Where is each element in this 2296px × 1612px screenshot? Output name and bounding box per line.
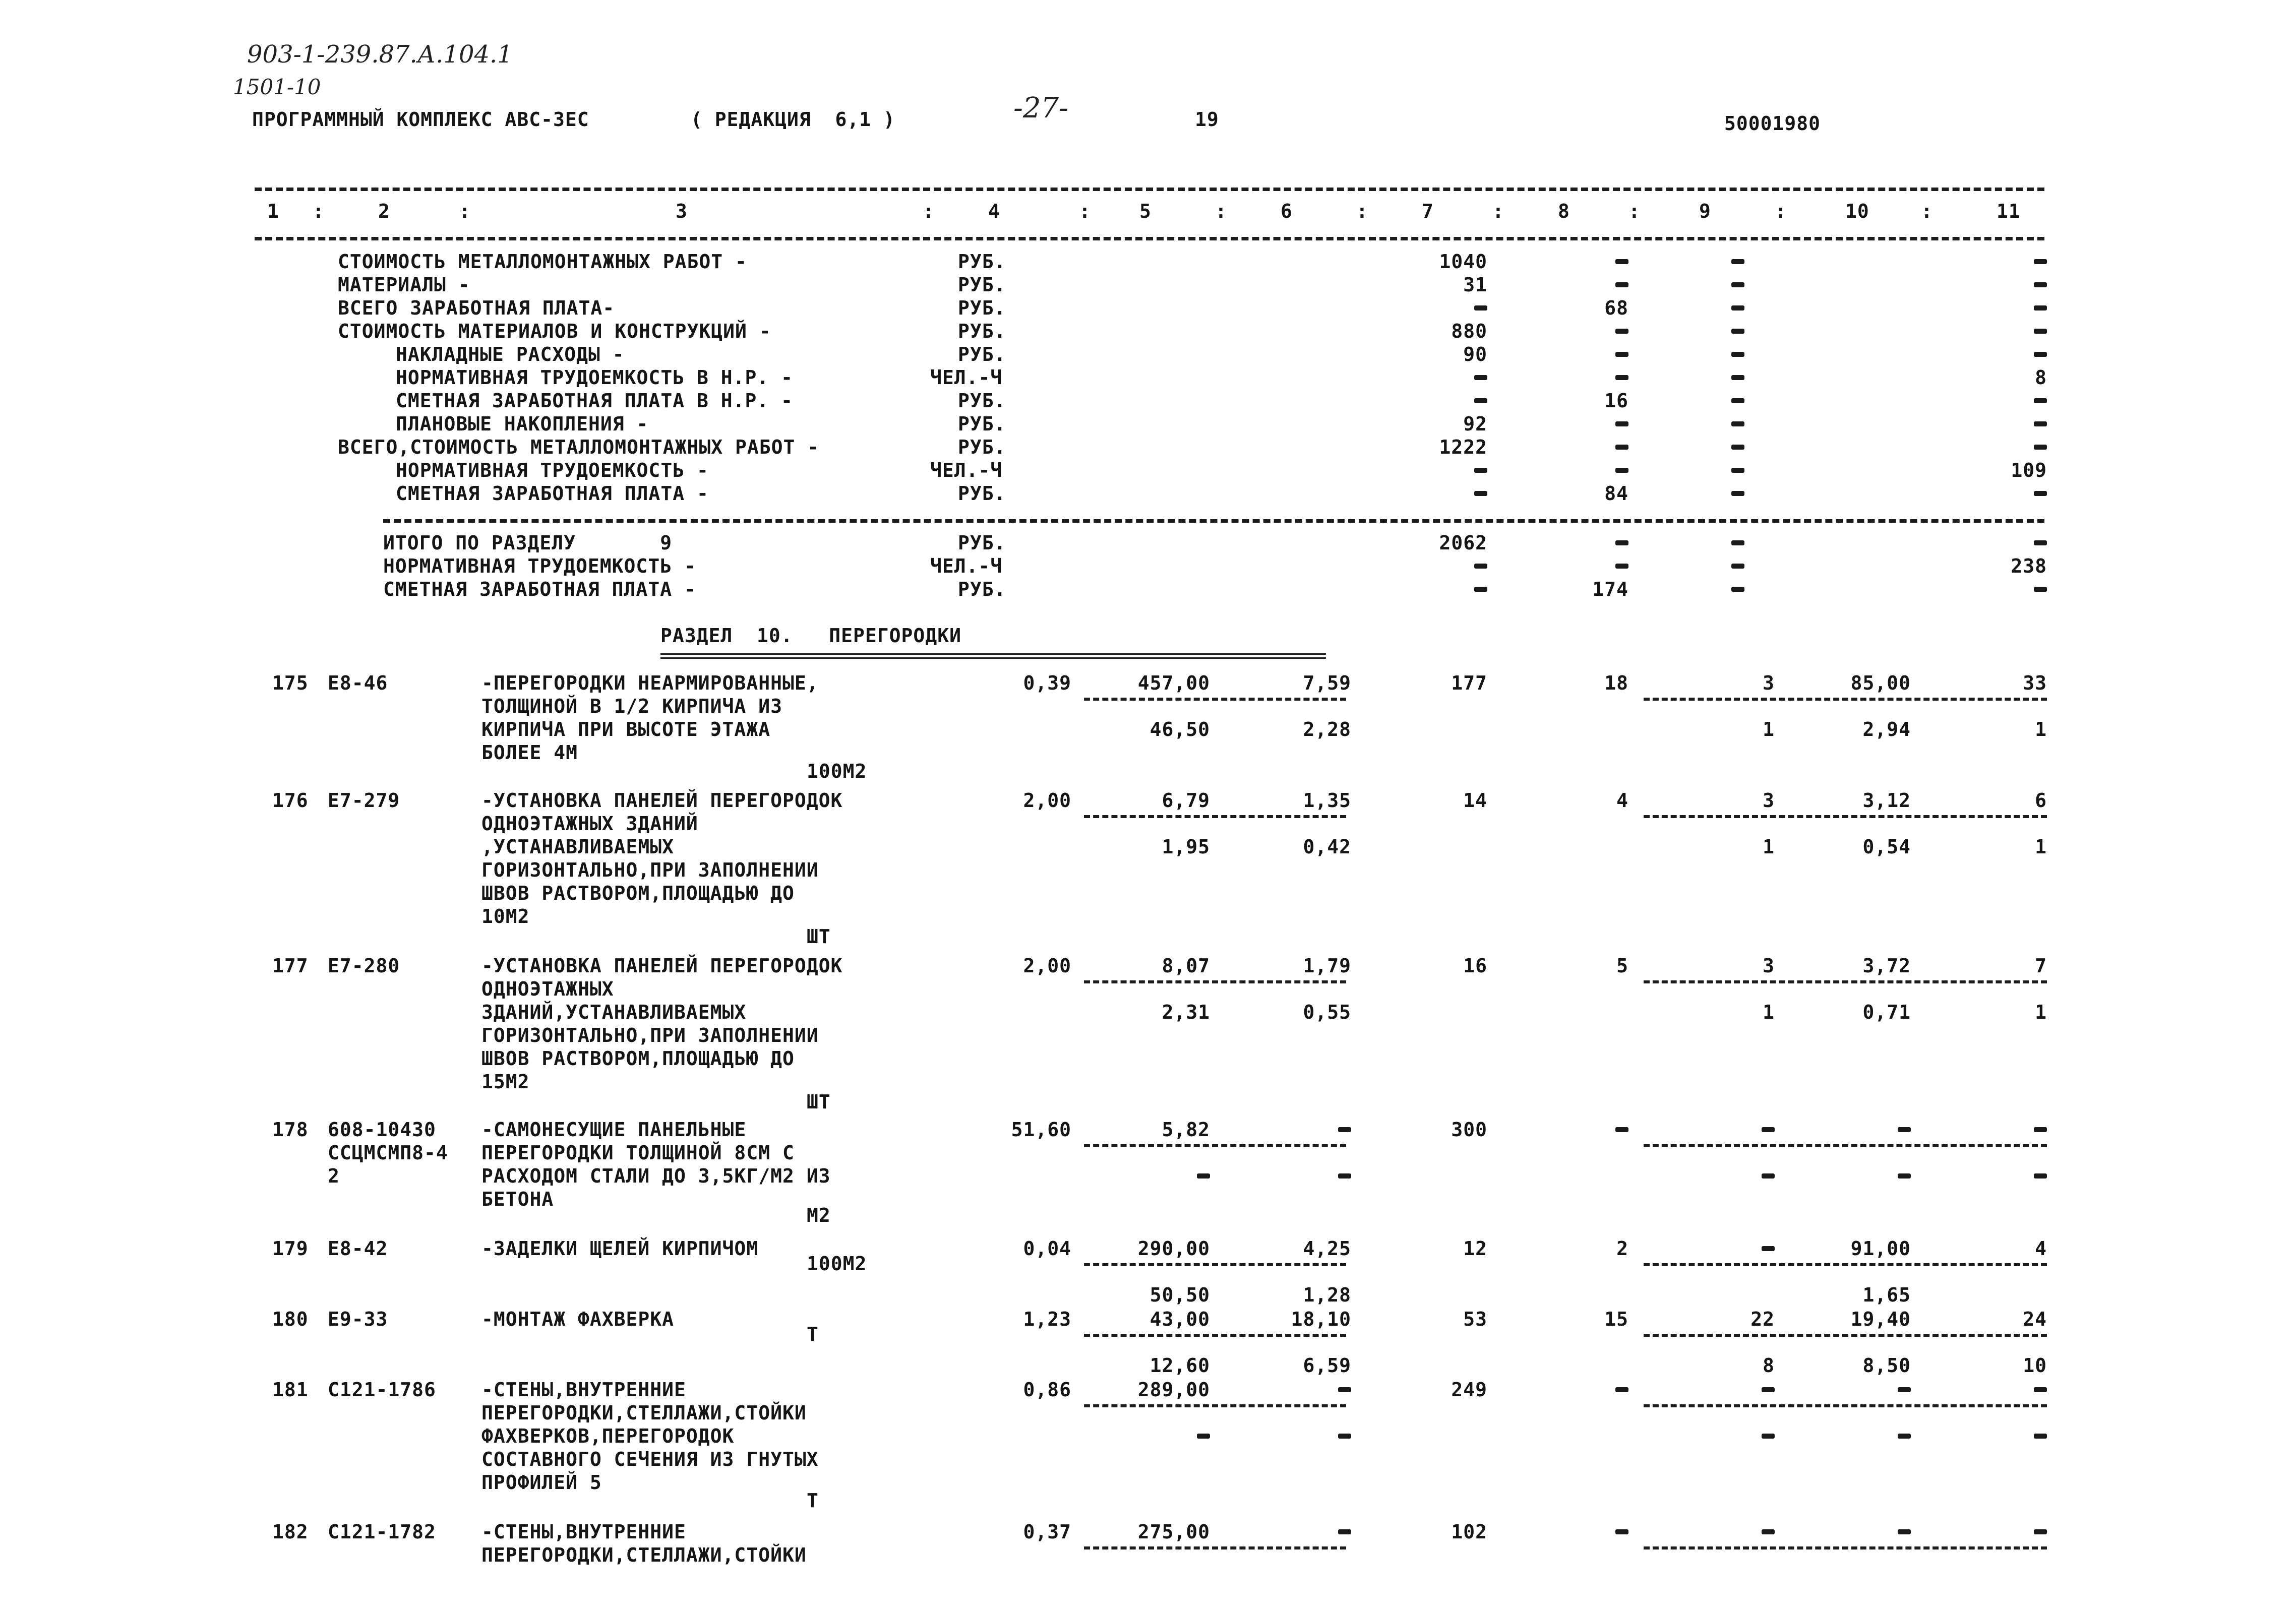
column-separator: : — [923, 200, 935, 222]
entry-col10 — [1898, 1529, 1911, 1534]
entry-rule-9-11 — [1644, 980, 2047, 983]
total-col11: 238 — [2011, 555, 2047, 577]
entry-number: 175 — [272, 672, 309, 694]
summary-col11 — [2034, 305, 2047, 311]
total-col9 — [1731, 587, 1744, 592]
summary-col9 — [1731, 375, 1744, 380]
column-separator: : — [1079, 200, 1091, 222]
summary-col11 — [2034, 491, 2047, 496]
entry-col11 — [2034, 1387, 2047, 1392]
entry-col11: 33 — [2023, 672, 2047, 694]
top-rule — [255, 188, 2044, 191]
summary-col8 — [1615, 282, 1628, 287]
summary-col9 — [1731, 352, 1744, 357]
summary-label: МАТЕРИАЛЫ - — [338, 274, 470, 296]
entry-col5-second: 2,31 — [1162, 1001, 1210, 1023]
entry-col9 — [1762, 1246, 1775, 1251]
entry-col4: 0,39 — [1023, 672, 1071, 694]
summary-col7 — [1474, 398, 1487, 403]
entry-unit: 100М2 — [807, 1253, 867, 1275]
entry-col9-second: 1 — [1763, 836, 1775, 858]
total-unit: ЧЕЛ.-Ч — [930, 555, 1003, 577]
summary-label: СМЕТНАЯ ЗАРАБОТНАЯ ПЛАТА - — [396, 482, 709, 505]
entry-col6-second — [1338, 1173, 1351, 1179]
summary-col7: 1222 — [1439, 436, 1487, 458]
total-col11 — [2034, 587, 2047, 592]
summary-col7: 92 — [1463, 413, 1487, 435]
page-number: -27- — [1013, 92, 1069, 125]
entry-col5: 290,00 — [1137, 1237, 1210, 1260]
entry-description: -СТЕНЫ,ВНУТРЕННИЕ ПЕРЕГОРОДКИ,СТЕЛЛАЖИ,СТОЙКИ ФАХВЕРКОВ,ПЕРЕГОРОДОК СОСТАВНОГО СЕЧЕНИЯ ИЗ ГНУТЫХ ПРОФИЛЕЙ 5 — [481, 1379, 819, 1494]
entry-col6: 1,79 — [1303, 955, 1351, 977]
entry-col6-second — [1338, 1434, 1351, 1439]
summary-unit: РУБ. — [958, 274, 1006, 296]
entry-col10: 85,00 — [1850, 672, 1911, 694]
entry-col7: 102 — [1451, 1521, 1487, 1543]
entry-rule-5-6 — [1084, 1263, 1346, 1266]
entry-number: 180 — [272, 1308, 309, 1330]
entry-col8 — [1615, 1529, 1628, 1534]
entry-col5-second — [1197, 1173, 1210, 1179]
entry-number: 181 — [272, 1379, 309, 1401]
entry-col6-second: 0,42 — [1303, 836, 1351, 858]
summary-col11: 8 — [2035, 366, 2047, 389]
entry-col5: 8,07 — [1162, 955, 1210, 977]
column-number: 10 — [1845, 200, 1869, 222]
entry-col10-second: 8,50 — [1862, 1354, 1911, 1377]
summary-col9 — [1731, 468, 1744, 473]
entry-col10 — [1898, 1387, 1911, 1392]
header-rule — [255, 237, 2044, 240]
entry-col9 — [1762, 1529, 1775, 1534]
entry-col5: 275,00 — [1137, 1521, 1210, 1543]
entry-col7: 16 — [1463, 955, 1487, 977]
entry-col6-second: 6,59 — [1303, 1354, 1351, 1377]
entry-col10: 91,00 — [1850, 1237, 1911, 1260]
summary-col11 — [2034, 352, 2047, 357]
entry-col6-second: 2,28 — [1303, 718, 1351, 740]
entry-col10: 3,72 — [1862, 955, 1911, 977]
summary-col9 — [1731, 329, 1744, 334]
column-number: 8 — [1558, 200, 1570, 222]
entry-col6: 18,10 — [1291, 1308, 1351, 1330]
entry-col8: 18 — [1604, 672, 1628, 694]
entry-rule-5-6 — [1084, 1334, 1346, 1337]
entry-description: -СТЕНЫ,ВНУТРЕННИЕ ПЕРЕГОРОДКИ,СТЕЛЛАЖИ,СТОЙКИ — [481, 1521, 807, 1566]
entry-unit: 100М2 — [807, 760, 867, 782]
column-separator: : — [1628, 200, 1641, 222]
entry-col6: 1,35 — [1303, 789, 1351, 812]
entry-rule-9-11 — [1644, 815, 2047, 818]
entry-col9-second — [1762, 1434, 1775, 1439]
total-col7 — [1474, 564, 1487, 569]
summary-col8 — [1615, 468, 1628, 473]
totals-rule — [383, 519, 2044, 523]
summary-label: СТОИМОСТЬ МАТЕРИАЛОВ И КОНСТРУКЦИЙ - — [338, 320, 771, 342]
summary-unit: РУБ. — [958, 251, 1006, 273]
entry-col10-second — [1898, 1173, 1911, 1179]
entry-rule-5-6 — [1084, 1546, 1346, 1549]
entry-rule-9-11 — [1644, 698, 2047, 701]
entry-col11: 24 — [2023, 1308, 2047, 1330]
entry-col10 — [1898, 1127, 1911, 1132]
entry-col4: 0,37 — [1023, 1521, 1071, 1543]
entry-col10-second: 1,65 — [1862, 1284, 1911, 1306]
entry-col5-second: 1,95 — [1162, 836, 1210, 858]
summary-unit: ЧЕЛ.-Ч — [930, 459, 1003, 481]
entry-unit: ШТ — [807, 1091, 831, 1113]
entry-col11: 6 — [2035, 789, 2047, 812]
summary-col7: 1040 — [1439, 251, 1487, 273]
entry-col5: 5,82 — [1162, 1119, 1210, 1141]
entry-col7: 14 — [1463, 789, 1487, 812]
summary-unit: РУБ. — [958, 413, 1006, 435]
entry-col11-second — [2034, 1434, 2047, 1439]
summary-col8 — [1615, 329, 1628, 334]
entry-col5: 6,79 — [1162, 789, 1210, 812]
summary-label: СМЕТНАЯ ЗАРАБОТНАЯ ПЛАТА В Н.Р. - — [396, 390, 793, 412]
handwritten-sub: 1501-10 — [233, 75, 321, 99]
entry-col9: 3 — [1763, 672, 1775, 694]
entry-col4: 51,60 — [1011, 1119, 1071, 1141]
entry-col6 — [1338, 1127, 1351, 1132]
entry-col11-second: 1 — [2035, 836, 2047, 858]
entry-col6: 4,25 — [1303, 1237, 1351, 1260]
entry-col10-second: 0,71 — [1862, 1001, 1911, 1023]
total-col8 — [1615, 564, 1628, 569]
summary-col7 — [1474, 375, 1487, 380]
entry-unit: М2 — [807, 1204, 831, 1226]
entry-col6 — [1338, 1529, 1351, 1534]
summary-col8: 16 — [1604, 390, 1628, 412]
entry-col9-second — [1762, 1173, 1775, 1179]
doc-number: 50001980 — [1724, 112, 1821, 135]
summary-col8 — [1615, 259, 1628, 264]
summary-col9 — [1731, 421, 1744, 426]
entry-code: Е9-33 — [328, 1308, 388, 1330]
entry-col5-second: 12,60 — [1150, 1354, 1210, 1377]
entry-number: 176 — [272, 789, 309, 812]
summary-col9 — [1731, 398, 1744, 403]
entry-number: 177 — [272, 955, 309, 977]
entry-rule-5-6 — [1084, 1404, 1346, 1407]
entry-col9-second: 1 — [1763, 718, 1775, 740]
entry-rule-5-6 — [1084, 980, 1346, 983]
column-number: 1 — [267, 200, 279, 222]
total-col7: 2062 — [1439, 532, 1487, 554]
summary-col11 — [2034, 329, 2047, 334]
sheet-number: 19 — [1195, 108, 1219, 131]
entry-unit: ШТ — [807, 925, 831, 948]
entry-col5: 457,00 — [1137, 672, 1210, 694]
entry-rule-9-11 — [1644, 1334, 2047, 1337]
summary-col9 — [1731, 305, 1744, 311]
total-label: СМЕТНАЯ ЗАРАБОТНАЯ ПЛАТА - — [383, 578, 696, 600]
entry-code: Е7-280 — [328, 955, 400, 977]
entry-col6-second: 1,28 — [1303, 1284, 1351, 1306]
entry-col5: 289,00 — [1137, 1379, 1210, 1401]
entry-col11-second — [2034, 1173, 2047, 1179]
summary-col8 — [1615, 352, 1628, 357]
summary-col8 — [1615, 375, 1628, 380]
summary-col8 — [1615, 445, 1628, 450]
entry-description: -ПЕРЕГОРОДКИ НЕАРМИРОВАННЫЕ, ТОЛЩИНОЙ В 1/2 КИРПИЧА ИЗ КИРПИЧА ПРИ ВЫСОТЕ ЭТАЖА БОЛЕЕ 4М — [481, 672, 819, 764]
summary-unit: РУБ. — [958, 482, 1006, 505]
summary-col7 — [1474, 491, 1487, 496]
entry-rule-9-11 — [1644, 1404, 2047, 1407]
summary-col11 — [2034, 282, 2047, 287]
entry-col4: 0,86 — [1023, 1379, 1071, 1401]
summary-label: НОРМАТИВНАЯ ТРУДОЕМКОСТЬ В Н.Р. - — [396, 366, 793, 389]
column-number: 9 — [1699, 200, 1711, 222]
entry-code: Е8-42 — [328, 1237, 388, 1260]
summary-col8 — [1615, 421, 1628, 426]
summary-col8: 68 — [1604, 297, 1628, 319]
column-separator: : — [1775, 200, 1787, 222]
column-number: 2 — [378, 200, 390, 222]
column-separator: : — [1921, 200, 1933, 222]
entry-col7: 12 — [1463, 1237, 1487, 1260]
entry-rule-5-6 — [1084, 698, 1346, 701]
entry-col6: 7,59 — [1303, 672, 1351, 694]
entry-col8: 5 — [1616, 955, 1628, 977]
summary-col7: 90 — [1463, 343, 1487, 365]
entry-rule-9-11 — [1644, 1263, 2047, 1266]
summary-col7 — [1474, 305, 1487, 311]
summary-col11 — [2034, 445, 2047, 450]
entry-col4: 2,00 — [1023, 789, 1071, 812]
entry-col4: 0,04 — [1023, 1237, 1071, 1260]
entry-col11: 7 — [2035, 955, 2047, 977]
entry-col5-second: 50,50 — [1150, 1284, 1210, 1306]
summary-unit: РУБ. — [958, 320, 1006, 342]
section-title-underline — [660, 653, 1326, 659]
column-number: 11 — [1997, 200, 2021, 222]
entry-col8 — [1615, 1127, 1628, 1132]
entry-number: 182 — [272, 1521, 309, 1543]
entry-col10: 19,40 — [1850, 1308, 1911, 1330]
column-separator: : — [313, 200, 325, 222]
entry-col5-second: 46,50 — [1150, 718, 1210, 740]
entry-col11: 4 — [2035, 1237, 2047, 1260]
summary-col7: 31 — [1463, 274, 1487, 296]
entry-rule-9-11 — [1644, 1546, 2047, 1549]
column-number: 5 — [1139, 200, 1152, 222]
summary-label: ПЛАНОВЫЕ НАКОПЛЕНИЯ - — [396, 413, 649, 435]
summary-col9 — [1731, 491, 1744, 496]
entry-col9: 3 — [1763, 789, 1775, 812]
column-separator: : — [459, 200, 471, 222]
summary-unit: РУБ. — [958, 343, 1006, 365]
entry-col10: 3,12 — [1862, 789, 1911, 812]
column-separator: : — [1356, 200, 1368, 222]
column-separator: : — [1215, 200, 1227, 222]
entry-code: С121-1782 — [328, 1521, 436, 1543]
summary-label: ВСЕГО ЗАРАБОТНАЯ ПЛАТА- — [338, 297, 615, 319]
entry-number: 178 — [272, 1119, 309, 1141]
entry-description: -МОНТАЖ ФАХВЕРКА — [481, 1308, 675, 1330]
entry-col9 — [1762, 1127, 1775, 1132]
entry-rule-5-6 — [1084, 1144, 1346, 1147]
summary-unit: РУБ. — [958, 297, 1006, 319]
column-number: 7 — [1422, 200, 1434, 222]
entry-col9 — [1762, 1387, 1775, 1392]
total-label: НОРМАТИВНАЯ ТРУДОЕМКОСТЬ - — [383, 555, 696, 577]
entry-code: Е8-46 — [328, 672, 388, 694]
summary-label: НАКЛАДНЫЕ РАСХОДЫ - — [396, 343, 625, 365]
total-unit: РУБ. — [958, 532, 1006, 554]
total-col7 — [1474, 587, 1487, 592]
entry-rule-5-6 — [1084, 815, 1346, 818]
summary-col8: 84 — [1604, 482, 1628, 505]
summary-unit: РУБ. — [958, 436, 1006, 458]
entry-col8: 4 — [1616, 789, 1628, 812]
total-col9 — [1731, 540, 1744, 545]
entry-col11 — [2034, 1127, 2047, 1132]
section-title: РАЗДЕЛ 10. ПЕРЕГОРОДКИ — [660, 625, 961, 647]
column-number: 3 — [676, 200, 688, 222]
handwritten-code: 903-1-239.87.А.104.1 — [247, 40, 513, 69]
summary-col11 — [2034, 259, 2047, 264]
entry-col10-second: 0,54 — [1862, 836, 1911, 858]
total-col8 — [1615, 540, 1628, 545]
entry-description: -УСТАНОВКА ПАНЕЛЕЙ ПЕРЕГОРОДОК ОДНОЭТАЖНЫХ ЗДАНИЙ ,УСТАНАВЛИВАЕМЫХ ГОРИЗОНТАЛЬНО,ПРИ ЗАПОЛНЕНИИ ШВОВ РАСТВОРОМ,ПЛОЩАДЬЮ ДО 10М2 — [481, 789, 843, 927]
column-number: 6 — [1281, 200, 1293, 222]
column-separator: : — [1492, 200, 1504, 222]
entry-col5: 43,00 — [1150, 1308, 1210, 1330]
entry-col10-second — [1898, 1434, 1911, 1439]
entry-code: С121-1786 — [328, 1379, 436, 1401]
entry-col7: 177 — [1451, 672, 1487, 694]
total-col11 — [2034, 540, 2047, 545]
entry-col10-second: 2,94 — [1862, 718, 1911, 740]
entry-code: Е7-279 — [328, 789, 400, 812]
summary-col7 — [1474, 468, 1487, 473]
column-number: 4 — [988, 200, 1000, 222]
entry-col5-second — [1197, 1434, 1210, 1439]
entry-col11 — [2034, 1529, 2047, 1534]
entry-col8 — [1615, 1387, 1628, 1392]
summary-col7: 880 — [1451, 320, 1487, 342]
entry-col9-second: 8 — [1763, 1354, 1775, 1377]
entry-col11-second: 1 — [2035, 718, 2047, 740]
program-title: ПРОГРАММНЫЙ КОМПЛЕКС АВС-3ЕС — [252, 108, 589, 131]
entry-col7: 249 — [1451, 1379, 1487, 1401]
entry-description: -УСТАНОВКА ПАНЕЛЕЙ ПЕРЕГОРОДОК ОДНОЭТАЖНЫХ ЗДАНИЙ,УСТАНАВЛИВАЕМЫХ ГОРИЗОНТАЛЬНО,ПРИ ЗАПОЛНЕНИИ ШВОВ РАСТВОРОМ,ПЛОЩАДЬЮ ДО 15М2 — [481, 955, 843, 1093]
entry-rule-9-11 — [1644, 1144, 2047, 1147]
entry-col4: 2,00 — [1023, 955, 1071, 977]
summary-label: СТОИМОСТЬ МЕТАЛЛОМОНТАЖНЫХ РАБОТ - — [338, 251, 747, 273]
entry-number: 179 — [272, 1237, 309, 1260]
summary-col9 — [1731, 282, 1744, 287]
total-col9 — [1731, 564, 1744, 569]
summary-col9 — [1731, 445, 1744, 450]
entry-unit: Т — [807, 1490, 819, 1512]
total-col8: 174 — [1592, 578, 1628, 600]
entry-col8: 2 — [1616, 1237, 1628, 1260]
entry-col4: 1,23 — [1023, 1308, 1071, 1330]
total-unit: РУБ. — [958, 578, 1006, 600]
entry-col8: 15 — [1604, 1308, 1628, 1330]
summary-col11 — [2034, 421, 2047, 426]
entry-code: 608-10430 ССЦМСМП8-4 2 — [328, 1119, 448, 1187]
summary-col11 — [2034, 398, 2047, 403]
summary-unit: РУБ. — [958, 390, 1006, 412]
entry-col9: 22 — [1750, 1308, 1775, 1330]
entry-col7: 300 — [1451, 1119, 1487, 1141]
entry-col6 — [1338, 1387, 1351, 1392]
summary-label: ВСЕГО,СТОИМОСТЬ МЕТАЛЛОМОНТАЖНЫХ РАБОТ - — [338, 436, 820, 458]
entry-col9: 3 — [1763, 955, 1775, 977]
summary-col11: 109 — [2011, 459, 2047, 481]
entry-description: -ЗАДЕЛКИ ЩЕЛЕЙ КИРПИЧОМ — [481, 1237, 759, 1260]
entry-col11-second: 1 — [2035, 1001, 2047, 1023]
entry-description: -САМОНЕСУЩИЕ ПАНЕЛЬНЫЕ ПЕРЕГОРОДКИ ТОЛЩИНОЙ 8СМ С РАСХОДОМ СТАЛИ ДО 3,5КГ/М2 ИЗ БЕТОНА — [481, 1119, 831, 1210]
summary-unit: ЧЕЛ.-Ч — [930, 366, 1003, 389]
entry-col6-second: 0,55 — [1303, 1001, 1351, 1023]
total-label: ИТОГО ПО РАЗДЕЛУ 9 — [383, 532, 673, 554]
entry-unit: Т — [807, 1323, 819, 1345]
entry-col11-second: 10 — [2023, 1354, 2047, 1377]
entry-col7: 53 — [1463, 1308, 1487, 1330]
summary-col9 — [1731, 259, 1744, 264]
edition: ( РЕДАКЦИЯ 6,1 ) — [691, 108, 895, 131]
summary-label: НОРМАТИВНАЯ ТРУДОЕМКОСТЬ - — [396, 459, 709, 481]
entry-col9-second: 1 — [1763, 1001, 1775, 1023]
